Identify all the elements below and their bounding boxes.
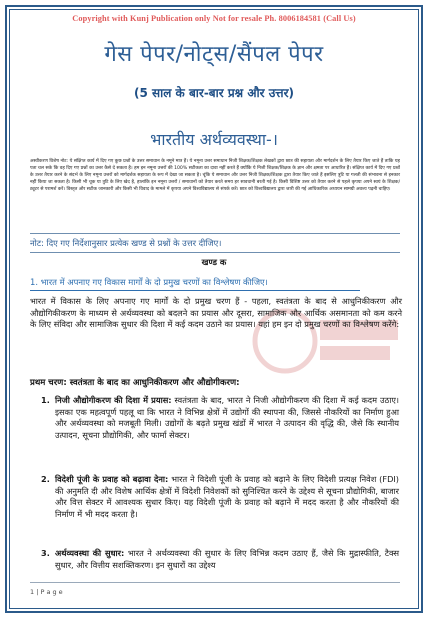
list-item-lead: निजी औद्योगीकरण की दिशा में प्रयास: [55,395,172,405]
list-item-lead: अर्थव्यवस्था की सुधार: [55,548,125,558]
copyright-line: Copyright with Kunj Publication only Not for resale Ph. 8006184581 (Call Us) [72,14,356,23]
section-heading: खण्ड क [201,257,227,267]
list-item-text: स्वतंत्रता के बाद, भारत ने निजी औद्योगीकरण की दिशा में कई कदम उठाए। इसका एक महत्वपूर्ण पहलू था कि भारत ने विभिन्न क्षेत्रों में उद्योगों की स्थापना की, जिससे नौकरियों का निर्माण हुआ और अर्थव्यवस्था को मजबूती मिली। उद्योगों के बढ़ते प्रमुख खंडों में भारत ने उत्पादन की वृद्धि की, जैसे कि स्थानीय उत्पादन, सूचना प्रौद्योगिकी, और फार्मा सेक्टर। [55,395,399,440]
list-item-lead: विदेशी पूंजी के प्रवाह को बढ़ावा देना: [55,474,169,484]
question-underline [30,290,360,291]
divider [30,252,400,253]
question-text: 1. भारत में अपनाए गए विकास मार्गों के दो प्रमुख चरणों का विश्लेषण कीजिए। [30,277,268,287]
stage-heading: प्रथम चरण: स्वतंत्रता के बाद का आधुनिकीकरण और औद्योगीकरण: [30,378,240,388]
list-item-number: 2. [41,474,50,484]
disclaimer-notice: अस्वीकरण विशेष नोट: ये संक्षिप्त कार्य में दिए गए कुछ प्रश्नों के उत्तर समाधान के नमूने मात्र हैं। ये नमूना उत्तर समाधान निजी शिक्षक/शिक्षक लेखकों द्वारा छात्र की सहायता और मार्गदर्शन के लिए तैयार किए जाते हैं ताकि यह पता चल सके कि वह दिए गए प्रश्नों का उत्तर कैसे दे सकता है। हम इन नमूना उत्तरों की 100% सटीकता का दावा नहीं करते हैं क्योंकि ये निजी शिक्षक/शिक्षक के ज्ञान और क्षमता पर आधारित हैं। संक्षिप्त कार्य में दिए गए प्रश्नों के उत्तर तैयार करने के संदर्भ के लिए नमूना उत्तरों को मार्गदर्शक सहायता के रूप में देखा जा सकता है। चूंकि ये समाधान और उत्तर निजी शिक्षक/शिक्षक द्वारा तैयार किए जाते हैं इसलिए त्रुटि या गलती की संभावना से इनकार नहीं किया जा सकता है। किसी भी चूक या त्रुटि के लिए खेद है, हालांकि इन नमूना उत्तरों / समाधानों को तैयार करते समय हर सावधानी बरती गई है। किसी विशिष्ट उत्तर को तैयार करने से पहले कृपया अपने स्वयं के शिक्षक/ट्यूटर से परामर्श करें। विस्तृत और सटीक जानकारी और किसी भी विवाद के मामले में कृपया अपने विश्वविद्यालय से संपर्क करें। छात्र को विश्वविद्यालय द्वारा जारी की गई आधिकारिक अध्ययन सामग्री अवश्य पढ़नी चाहिए। [30,159,400,193]
list-item-body [55,474,399,520]
list-item [41,395,399,441]
footer-divider [30,582,400,583]
list-item-text: भारत ने अर्थव्यवस्था की सुधार के लिए विभिन्न कदम उठाए हैं, जैसे कि मुद्रास्फीति, टैक्स सुधार, और वित्तीय सशक्तिकरण। इन सुधारों का उद्देश्य [55,548,399,570]
divider [30,233,400,234]
list-item-text: भारत ने विदेशी पूंजी के प्रवाह को बढ़ाने के लिए विदेशी प्रत्यक्ष निवेश (FDI) की अनुमति दी और विशेष आर्थिक क्षेत्रों में विदेशी निवेशकों को सुनिश्चित करने के उद्देश्य से सूचना प्रौद्योगिकी, बाजार और वित्त सेक्टर में आवश्यक सुधार किए। यह विदेशी पूंजी के प्रवाह को बढ़ाने में मदद करता है और नौकरियों की निर्माण में भी मदद करता है। [55,474,400,519]
chapter-title: भारतीय अर्थव्यवस्था-। [150,130,278,149]
list-item-number: 1. [41,395,50,405]
list-item-body [55,395,399,441]
instruction-note: नोट: दिए गए निर्देशानुसार प्रत्येक खण्ड से प्रश्नों के उत्तर दीजिए। [30,238,222,248]
list-item-number: 3. [41,548,50,558]
list-item [41,548,399,571]
page-number: 1 | P a g e [30,588,63,596]
list-item [41,474,399,520]
page-subtitle: (5 साल के बार-बार प्रश्न और उत्तर) [134,86,294,100]
page-title: गेस पेपर/नोट्स/सैंपल पेपर [104,42,324,67]
list-item-body [55,548,399,571]
intro-paragraph: भारत में विकास के लिए अपनाए गए मार्गों के दो प्रमुख चरण हैं - पहला, स्वतंत्रता के बाद से आधुनिकीकरण और औद्योगिकीकरण के माध्यम से अर्थव्यवस्था को बदलने का प्रयास और दूसरा, सामाजिक और आर्थिक असमानता को कम करने के लिए संविदा और सामाजिक सुधार की दिशा में कई कदम उठाने का प्रयास। यहां हम इन दो प्रमुख चरणों का विश्लेषण करेंगे: [30,296,402,330]
